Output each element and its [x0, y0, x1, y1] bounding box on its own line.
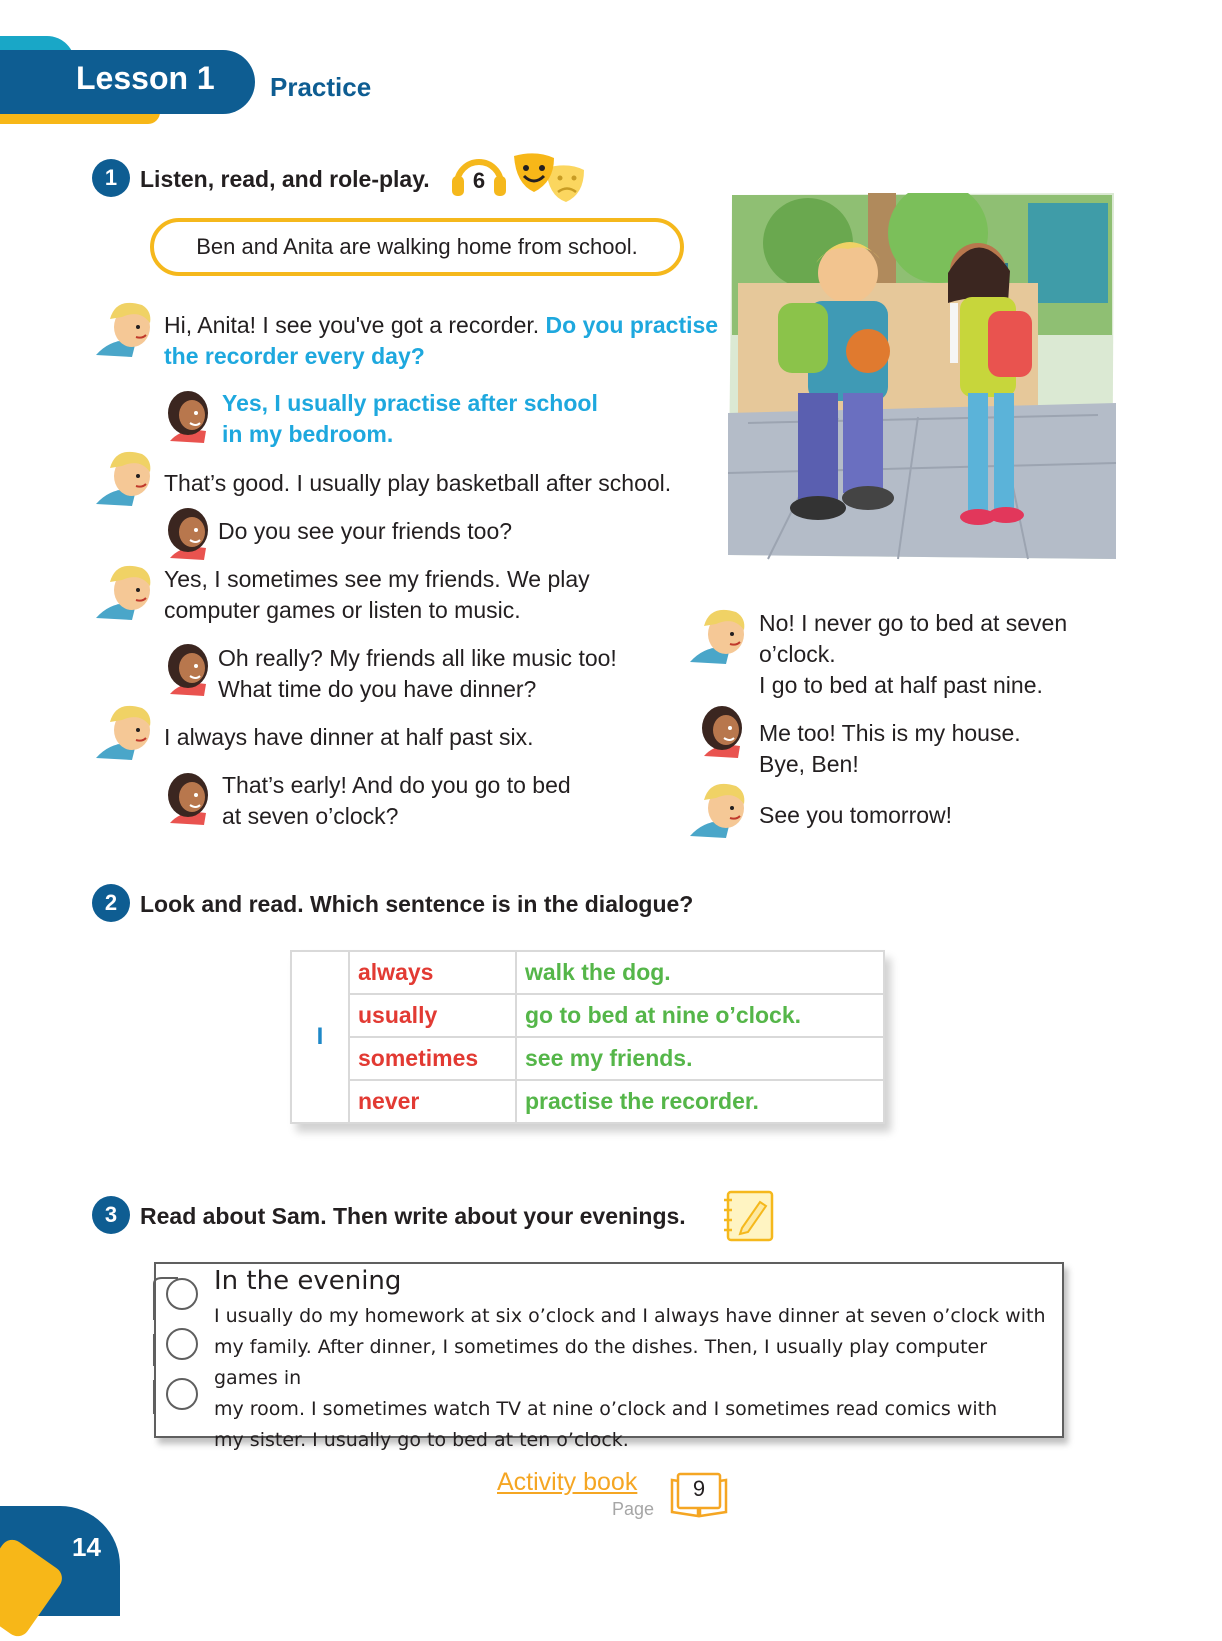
note-line: my room. I sometimes watch TV at nine o’clock and I sometimes read comics with — [214, 1398, 998, 1420]
audio-track-number: 6 — [472, 168, 486, 193]
anita-face-icon — [156, 765, 216, 830]
anita-face-icon — [690, 698, 750, 763]
dialogue-line-2: Yes, I usually practise after school in my bedroom. — [222, 390, 598, 447]
activity-page-number: 9 — [692, 1476, 706, 1501]
headphones-icon[interactable] — [449, 150, 509, 200]
dialogue-line-10: Me too! This is my house. Bye, Ben! — [759, 720, 1021, 777]
drama-masks-icon — [512, 150, 590, 211]
dialogue-line-1: Hi, Anita! I see you've got a recorder. Do you practise the recorder every day? — [164, 312, 719, 369]
note-line: I usually do my homework at six o’clock and I always have dinner at seven o’clock with — [214, 1305, 1046, 1327]
dialogue-line-8: That’s early! And do you go to bed at seven o’clock? — [222, 772, 571, 829]
note-body — [214, 1301, 1056, 1456]
phrase-cell: practise the recorder. — [516, 1080, 884, 1123]
frequency-table — [290, 950, 885, 1124]
subject-cell: I — [291, 951, 349, 1123]
anita-face-icon — [156, 636, 216, 701]
note-line: my family. After dinner, I sometimes do the dishes. Then, I usually play computer games in — [214, 1336, 988, 1389]
exercise-3-instruction: Read about Sam. Then write about your evenings. — [140, 1203, 686, 1229]
anita-face-icon — [156, 500, 216, 565]
phrase-cell: go to bed at nine o’clock. — [516, 994, 884, 1037]
table-row — [291, 951, 884, 994]
table-row — [291, 994, 884, 1037]
dialogue-line-7: I always have dinner at half past six. — [164, 724, 534, 750]
dialogue-line-3: That’s good. I usually play basketball after school. — [164, 470, 672, 496]
page-number: 14 — [72, 1532, 101, 1562]
activity-page-label: Page — [612, 1499, 655, 1519]
scene-description: Ben and Anita are walking home from school. — [150, 218, 684, 276]
ben-face-icon — [686, 778, 752, 843]
dialogue-line-5: Yes, I sometimes see my friends. We play computer games or listen to music. — [164, 566, 590, 623]
ben-face-icon — [92, 700, 158, 765]
ben-face-icon — [92, 446, 158, 511]
adverb-cell: usually — [349, 994, 516, 1037]
ben-face-icon — [686, 604, 752, 669]
exercise-1-number: 1 — [92, 159, 130, 197]
exercise-3-number: 3 — [92, 1196, 130, 1234]
exercise-2-number: 2 — [92, 884, 130, 922]
dialogue-line-11: See you tomorrow! — [759, 802, 953, 828]
adverb-cell: never — [349, 1080, 516, 1123]
lesson-title: Lesson 1 — [76, 60, 215, 96]
anita-face-icon — [156, 383, 216, 448]
notebook-rings — [148, 1274, 198, 1429]
dialogue-line-6: Oh really? My friends all like music too! What time do you have dinner? — [218, 645, 617, 702]
open-book-icon — [668, 1472, 730, 1523]
illustration-ben-and-anita — [728, 193, 1116, 568]
adverb-cell: sometimes — [349, 1037, 516, 1080]
adverb-cell: always — [349, 951, 516, 994]
note-title: In the evening — [214, 1266, 402, 1296]
ben-face-icon — [92, 297, 158, 362]
phrase-cell: walk the dog. — [516, 951, 884, 994]
dialogue-line-9: No! I never go to bed at seven o’clock. I go to bed at half past nine. — [759, 610, 1068, 698]
notebook-pencil-icon — [720, 1188, 776, 1249]
exercise-2-instruction: Look and read. Which sentence is in the dialogue? — [140, 891, 694, 917]
dialogue-line-4: Do you see your friends too? — [218, 518, 513, 544]
section-title: Practice — [270, 72, 372, 102]
phrase-cell: see my friends. — [516, 1037, 884, 1080]
note-line: my sister. I usually go to bed at ten o’clock. — [214, 1429, 629, 1451]
table-row — [291, 1037, 884, 1080]
table-row — [291, 1080, 884, 1123]
ben-face-icon — [92, 560, 158, 625]
exercise-1-instruction: Listen, read, and role-play. — [140, 166, 430, 192]
activity-book-link[interactable]: Activity book — [497, 1468, 638, 1496]
